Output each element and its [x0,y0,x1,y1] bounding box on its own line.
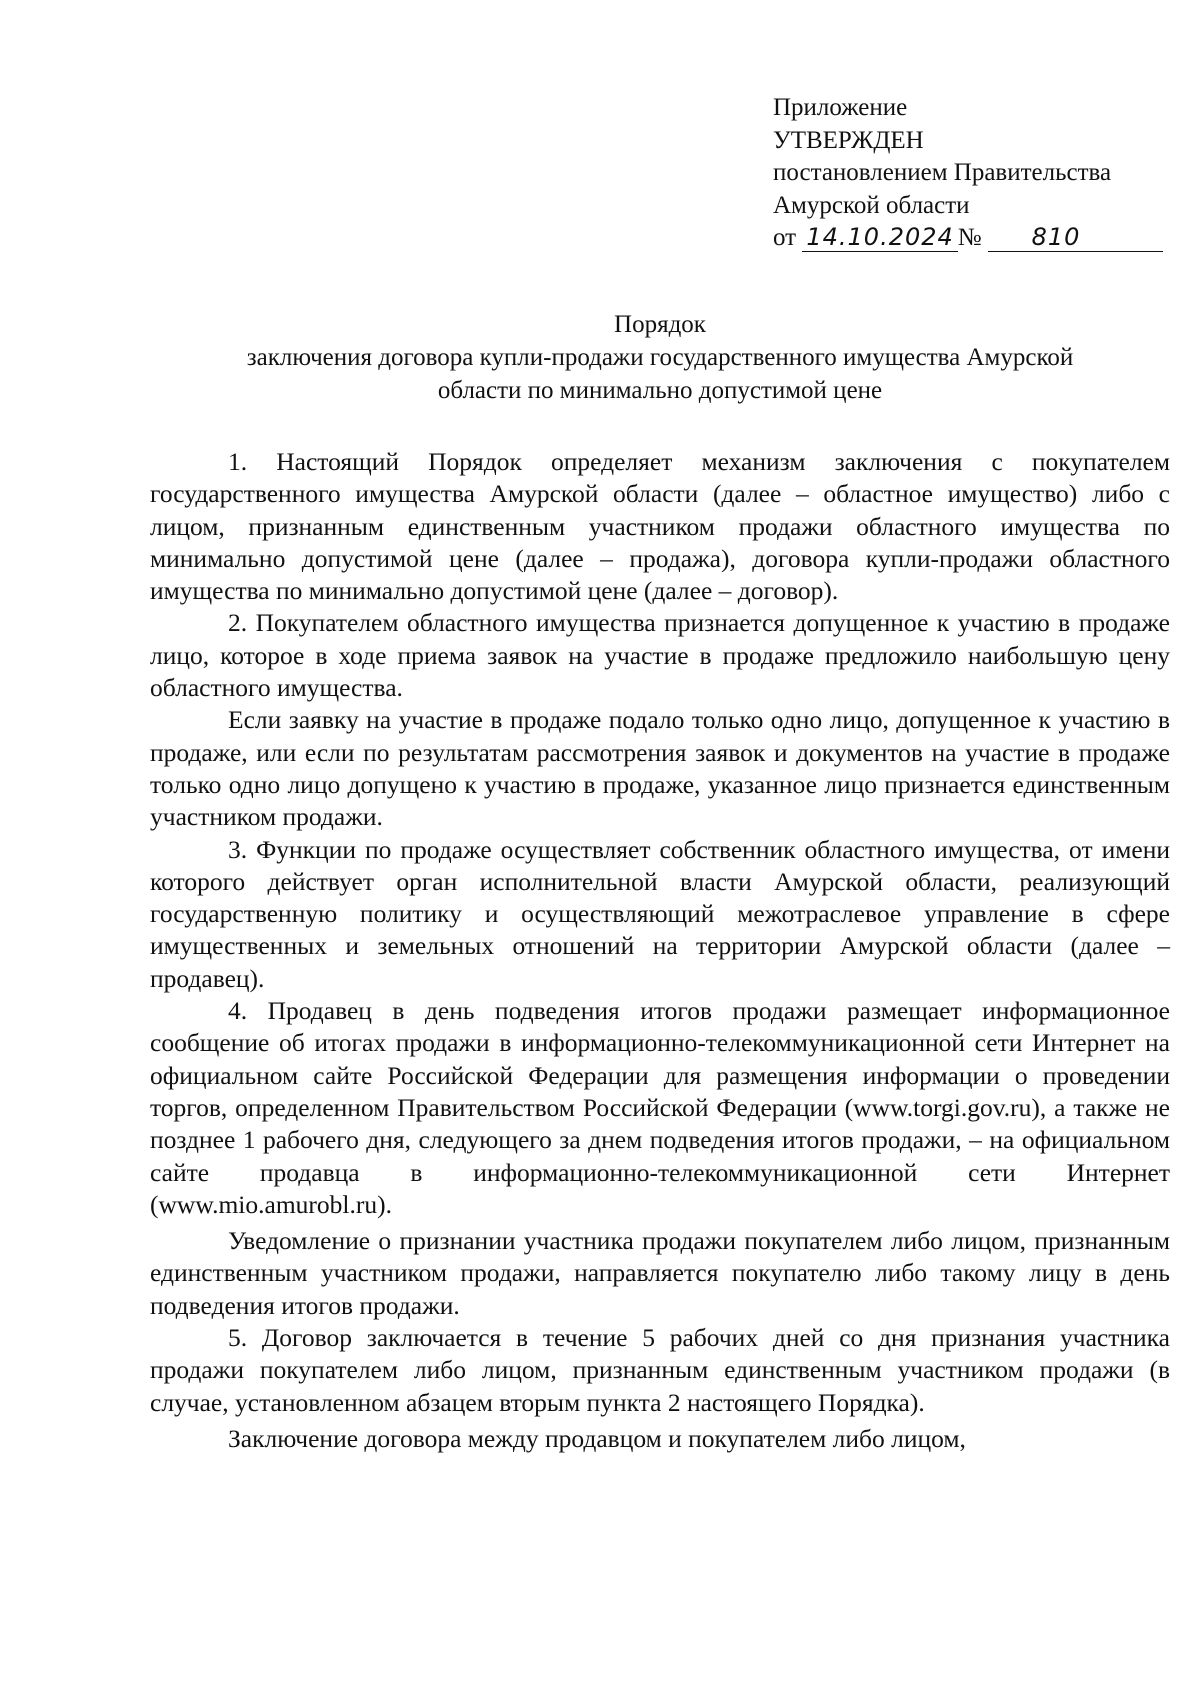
paragraph-2-part-2: Если заявку на участие в продаже подало только одно лицо, допущенное к участию в продаже, или если по результатам рассмотрения заявок и документов на участие в продаже только одно лицо допущено к участию в продаже, указанное лицо признается единственным участником продажи. [150,705,1170,832]
title-subtitle-line2: области по минимально допустимой цене [437,377,883,404]
approved-label: УТВЕРЖДЕН [773,126,924,154]
approval-block [773,92,1173,255]
paragraph-1: 1. Настоящий Порядок определяет механизм заключения с покупателем государственного имущества Амурской области (далее – областное имущество) либо с лицом, признанным единственным участником продажи областного имущества по минимально допустимой цене (далее – продажа), договора купли-продажи областного имущества по минимально допустимой цене (далее – договор). [150,447,1170,606]
appendix-label: Приложение [773,94,908,121]
handwritten-date: 14.10.2024 [802,223,957,252]
paragraph-5-part-2: Заключение договора между продавцом и покупателем либо лицом, [228,1423,966,1453]
document-title [150,308,1170,407]
title-heading: Порядок [614,311,706,338]
date-number-line [773,222,1173,255]
paragraph-2: 2. Покупателем областного имущества признается допущенное к участию в продаже лицо, которое в ходе приема заявок на участие в продаже предложило наибольшую цену областного имущества. [150,608,1170,703]
paragraph-4-part-2: Уведомление о признании участника продажи покупателем либо лицом, признанным единственным участником продажи, направляется покупателю либо такому лицу в день подведения итогов продажи. [150,1226,1170,1320]
paragraph-3: 3. Функции по продаже осуществляет собственник областного имущества, от имени которого действует орган исполнительной власти Амурской области, реализующий государственную политику и осуществляющий межотраслевое управление в сфере имущественных и земельных отношений на территории Амурской области (далее – продавец). [150,834,1170,993]
number-sign: № [957,224,982,251]
paragraph-5: 5. Договор заключается в течение 5 рабочих дней со дня признания участника продажи покупателем либо лицом, признанным единственным участником продажи (в случае, установленном абзацем вторым пункта 2 настоящего Порядка). [150,1323,1170,1417]
handwritten-number: 810 [988,223,1163,252]
paragraph-4: 4. Продавец в день подведения итогов продажи размещает информационное сообщение об итогах продажи в информационно-телекоммуникационной сети Интернет на официальном сайте Российской Федерации для размещения информации о проведении торгов, определенном Правительством Российской Федерации (www.torgi.gov.ru), а также не позднее 1 рабочего дня, следующего за днем подведения итогов продажи, – на официальном сайте продавца в информационно-телекоммуникационной сети Интернет (www.mio.amurobl.ru). [150,996,1170,1219]
title-subtitle-line1: заключения договора купли-продажи государственного имущества Амурской [246,344,1074,371]
resolution-label: постановлением Правительства [773,159,1112,186]
date-prefix: от [773,224,797,251]
document-body [150,446,1170,1455]
region-label: Амурской области [773,191,970,219]
